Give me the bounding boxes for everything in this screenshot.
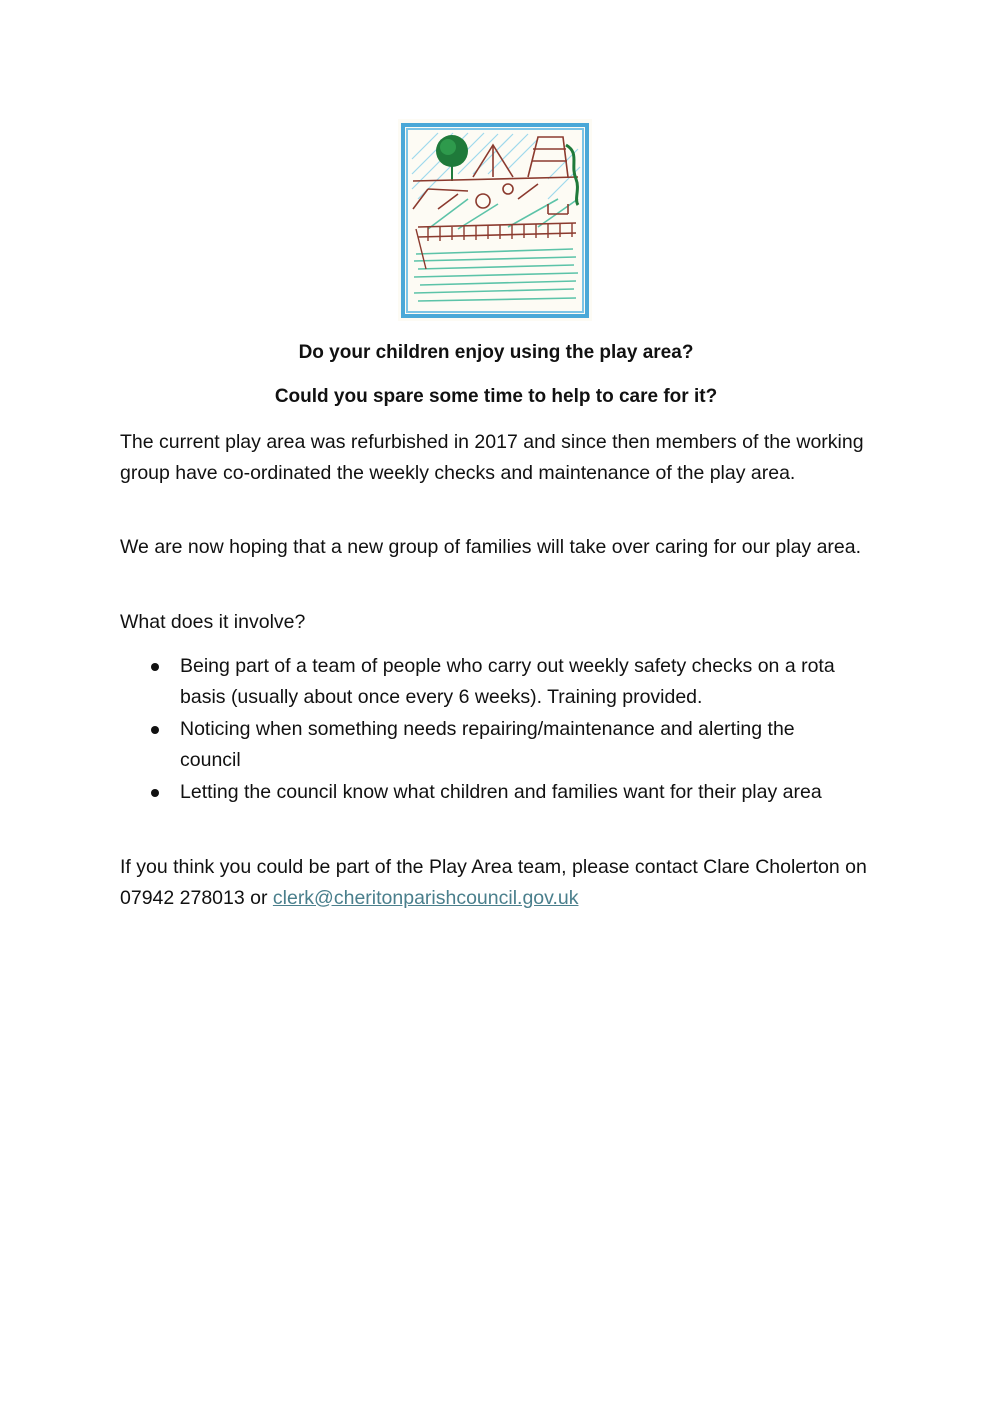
list-item xyxy=(120,651,860,713)
heading-question-spare-time: Could you spare some time to help to care for it? xyxy=(274,386,718,407)
involvement-list xyxy=(120,651,860,809)
involve-heading: What does it involve? xyxy=(120,611,306,633)
contact-text: If you think you could be part of the Play Area team, please contact Clare Cholerton on 07942 278013 or xyxy=(120,856,867,909)
bullet-icon xyxy=(151,789,159,797)
email-link[interactable]: clerk@cheritonparishcouncil.gov.uk xyxy=(272,886,579,909)
heading-question-enjoy: Do your children enjoy using the play area? xyxy=(298,342,694,363)
bullet-icon xyxy=(151,663,159,671)
play-area-drawing xyxy=(398,119,592,321)
list-item-text: Being part of a team of people who carry out weekly safety checks on a rota basis (usually about once every 6 weeks). Training provided. xyxy=(180,655,835,708)
list-item-text: Noticing when something needs repairing/maintenance and alerting the council xyxy=(180,718,795,771)
list-item xyxy=(120,777,860,808)
list-item xyxy=(120,714,860,776)
bullet-icon xyxy=(151,726,159,734)
list-item-text: Letting the council know what children and families want for their play area xyxy=(180,781,822,803)
hope-paragraph: We are now hoping that a new group of families will take over caring for our play area. xyxy=(120,536,862,558)
intro-paragraph: The current play area was refurbished in 2017 and since then members of the working group have co-ordinated the weekly checks and maintenance of the play area. xyxy=(120,431,864,484)
contact-paragraph xyxy=(120,852,880,913)
